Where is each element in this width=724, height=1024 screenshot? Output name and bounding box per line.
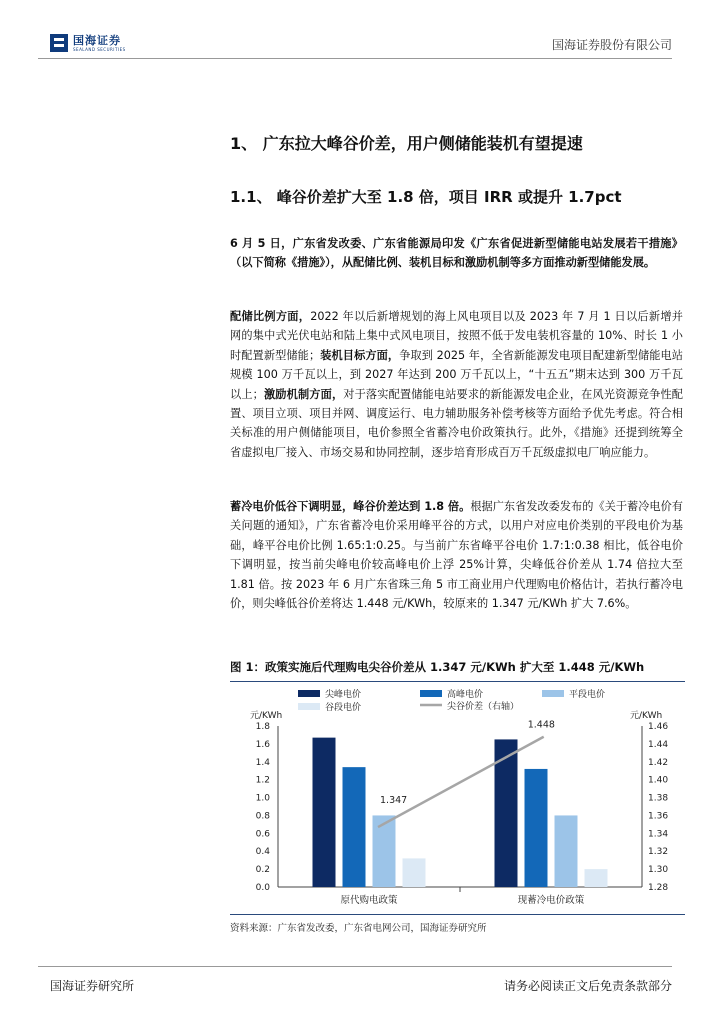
legend-swatch (298, 703, 320, 710)
y-tick-left: 0.0 (255, 883, 270, 893)
x-tick-label: 原代购电政策 (340, 895, 398, 906)
bar (373, 815, 396, 887)
y-tick-right: 1.42 (648, 757, 669, 768)
legend-label: 平段电价 (569, 690, 606, 700)
y-tick-right: 1.32 (648, 847, 669, 858)
bar (403, 858, 426, 887)
y-tick-right: 1.28 (648, 883, 669, 893)
y-tick-left: 0.2 (255, 865, 270, 876)
footer-institute: 国海证券研究所 (50, 979, 135, 993)
section-heading: 1、 广东拉大峰谷价差，用户侧储能装机有望提速 (230, 134, 583, 153)
bar (525, 769, 548, 887)
line-data-label: 1.448 (527, 719, 555, 731)
price-paragraph (230, 497, 683, 613)
y-tick-right: 1.30 (648, 865, 669, 876)
y-axis-left-label: 元/KWh (250, 711, 283, 721)
y-tick-right: 1.44 (648, 739, 669, 750)
figure-title: 图 1：政策实施后代理购电尖谷价差从 1.347 元/KWh 扩大至 1.448 元/KWh (230, 659, 685, 682)
legend-label: 尖谷价差（右轴） (447, 702, 520, 712)
intro-paragraph: 6 月 5 日，广东省发改委、广东省能源局印发《广东省促进新型储能电站发展若干措施》（以下简称《措施》），从配储比例、装机目标和激励机制等多方面推动新型储能发展。 (230, 237, 683, 270)
legend-label: 高峰电价 (447, 690, 484, 700)
y-tick-left: 1.4 (255, 757, 270, 768)
subsection-heading: 1.1、 峰谷价差扩大至 1.8 倍，项目 IRR 或提升 1.7pct (230, 188, 622, 206)
bar (313, 738, 336, 887)
y-tick-right: 1.34 (648, 829, 669, 840)
legend-swatch (420, 690, 442, 697)
y-tick-right: 1.46 (648, 722, 669, 732)
bold-lead: 蓄冷电价低谷下调明显，峰谷价差达到 1.8 倍。 (230, 500, 471, 513)
policy-paragraph (230, 307, 683, 462)
legend-swatch (542, 690, 564, 697)
y-tick-right: 1.36 (648, 811, 669, 822)
paragraph-text: 2022 年以后新增规划的海上风电项目以及 2023 年 7 月 1 日以后新增并网的集中式光伏电站和陆上集中式风电项目，按照不低于发电装机容量的 10%、时长 1 小时配置新型储能； (230, 310, 683, 362)
logo-mark-icon (50, 34, 68, 52)
bold-lead: 配储比例方面， (230, 310, 311, 323)
x-tick-label: 现蓄冷电价政策 (517, 895, 585, 906)
y-tick-left: 0.4 (255, 847, 270, 858)
bold-lead: 激励机制方面， (263, 387, 344, 401)
line-series-spread (378, 737, 544, 827)
bar (343, 767, 366, 887)
y-tick-left: 0.8 (255, 811, 270, 822)
logo-english-name: SEALAND SECURITIES (73, 46, 126, 52)
company-logo (50, 34, 126, 52)
y-tick-left: 1.0 (255, 793, 270, 804)
page-footer (38, 966, 672, 997)
line-data-label: 1.347 (380, 795, 408, 807)
paragraph-text: 根据广东省发改委发布的《关于蓄冷电价有关问题的通知》，广东省蓄冷电价采用峰平谷的方式，以用户对应电价类别的平段电价为基础，峰平谷电价比例 1.65:1:0.25。与当前广东省峰平谷电价 1.7:1:0.38 相比，低谷电价下调明显，按当前尖峰电价较高峰电价上浮 25%计算，尖峰低谷价差从 1.74 倍拉大至 1.81 倍。按 2023 年 6 月广东省珠三角 5 市工商业用户代理购电价格估计，若执行蓄冷电价，则尖峰低谷价差将达 1.448 元/KWh，较原来的 1.347 元/KWh 扩大 7.6%。 (230, 500, 683, 611)
y-axis-right-label: 元/KWh (630, 711, 663, 721)
footer-disclaimer: 请务必阅读正文后免责条款部分 (503, 979, 672, 993)
paragraph-text: 对于落实配置储能电站要求的新能源发电企业，在风光资源竞争性配置、项目立项、项目并网、调度运行、电力辅助服务补偿考核等方面给予优先考虑。符合相关标准的用户侧储能项目，电价参照全省蓄冷电价政策执行。此外，《措施》还提到统筹全省虚拟电厂接入、市场交易和协同控制，逐步培育形成百万千瓦级虚拟电厂响应能力。 (230, 387, 683, 459)
y-tick-left: 0.6 (255, 829, 270, 840)
price-chart (230, 685, 685, 910)
figure-source: 资料来源：广东省发改委，广东省电网公司，国海证券研究所 (230, 914, 685, 934)
company-name: 国海证券股份有限公司 (551, 38, 672, 52)
y-tick-left: 1.2 (255, 775, 270, 786)
paragraph-text: 争取到 2025 年，全省新能源发电项目配建新型储能电站规模 100 万千瓦以上，到 2027 年达到 200 万千瓦以上，“十五五”期末达到 300 万千瓦以上； (230, 348, 683, 401)
legend-label: 尖峰电价 (325, 690, 362, 700)
y-tick-right: 1.38 (648, 793, 669, 804)
page-header (38, 28, 672, 59)
bar (555, 815, 578, 887)
logo-chinese-name: 国海证券 (73, 33, 121, 47)
bar (585, 869, 608, 887)
y-tick-left: 1.6 (255, 739, 270, 750)
legend-label: 谷段电价 (325, 703, 362, 713)
y-tick-right: 1.40 (648, 775, 669, 786)
y-tick-left: 1.8 (255, 722, 270, 732)
bold-lead: 装机目标方面， (320, 348, 400, 362)
legend-swatch (298, 690, 320, 697)
